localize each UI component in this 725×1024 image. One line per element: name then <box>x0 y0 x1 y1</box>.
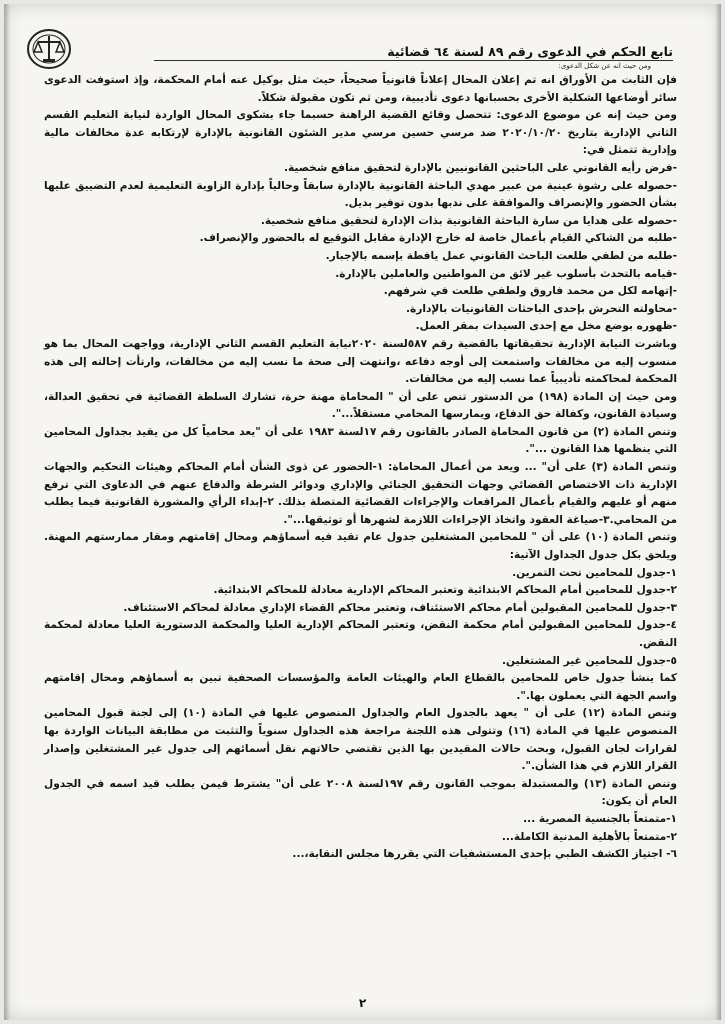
judgment-body <box>44 72 677 864</box>
paragraph: فإن الثابت من الأوراق انه تم إعلان المحال إعلاناً قانونياً صحيحاً، حيث مثل بوكيل عنه أمام المحكمة، وإذ استوفت الدعوى سائر أوضاعها الشكلية الأخرى بحسبانها دعوى تأديبية، ومن ثم تكون مقبولة شكلاً. <box>44 74 677 104</box>
list-item: -حصوله على رشوة عينية من عبير مهدي الباحثة القانونية بالإدارة سابقاً وحالياً بإدارة الزاوية التعليمية لعدم التضييق عليها بشأن الحضور والإنصراف والموافقة على ندبها بدون توفير بديل. <box>44 179 677 210</box>
list-item: -حصوله على هدايا من سارة الباحثة القانونية بذات الإدارة لتحقيق منافع شخصية. <box>260 214 677 227</box>
list-item: ٤-جدول للمحامين المقبولين أمام محكمة النقض، وتعتبر المحاكم الإدارية العليا والمحكمة الدستورية العليا معادلة لمحكمة النقض. <box>44 619 677 649</box>
list-item: ٦- اجتياز الكشف الطبي بإحدى المستشفيات التي يقررها مجلس النقابة،... <box>292 848 677 861</box>
list-item: ١-متمتعاً بالجنسية المصرية ... <box>523 812 677 825</box>
list-item: ٣-جدول للمحامين المقبولين أمام محاكم الاستئناف، وتعتبر محاكم القضاء الإداري معادلة لمحاكم الاستئناف. <box>123 601 677 614</box>
list-item: -محاولته التحرش بإحدى الباحثات القانونيات بالإدارة. <box>405 302 677 315</box>
list-item: -قيامه بالتحدث بأسلوب غير لائق من المواطنين والعاملين بالإدارة. <box>335 267 677 280</box>
paragraph: وباشرت النيابة الإدارية تحقيقاتها بالقضية رقم ٥٨٧لسنة ٢٠٢٠نيابة التعليم القسم الثاني الإدارية، وواجهت المحال بما هو منسوب إليه من مخالفات واستمعت إلى أوجه دفاعه ،وانتهت إلى صحة ما نسب إليه من مخالفات، وارتأت إحالته إلى هذه المحكمة لمحاكمته تأديبياً عما نسب إليه من مخالفات. <box>44 337 677 386</box>
list-item: -طلبه من الشاكي القيام بأعمال خاصة له خارج الإدارة مقابل التوقيع له بالحضور والإنصراف. <box>199 232 677 245</box>
header-note: ومن حيث انه عن شكل الدعوى: <box>558 62 651 70</box>
document-page <box>4 4 721 1020</box>
bar-association-emblem-icon <box>26 28 72 70</box>
list-item: -طلبه من لطفي طلعت الباحث القانوني عمل يافطة بإسمه بالإجبار. <box>325 249 677 262</box>
paragraph: وتنص المادة (١٣) والمستبدلة بموجب القانون رقم ١٩٧لسنة ٢٠٠٨ على أن" يشترط فيمن يطلب قيد اسمه في الجدول العام أن يكون: <box>44 777 677 808</box>
list-item: ١-جدول للمحامين تحت التمرين. <box>512 566 677 579</box>
document-header: تابع الحكم في الدعوى رقم ٨٩ لسنة ٦٤ قضائية <box>154 44 673 61</box>
paragraph: وتنص المادة (١٠) على أن " للمحامين المشتغلين جدول عام تقيد فيه أسماؤهم ومحال إقامتهم ومقار ممارستهم المهنة. ويلحق بكل جدول الجداول الآتية: <box>44 531 677 562</box>
page-left-shadow <box>4 4 10 1020</box>
list-item: -ظهوره بوضع مخل مع إحدى السيدات بمقر العمل. <box>415 320 677 333</box>
list-item: -فرض رأيه القانوني على الباحثين القانونيين بالإدارة لتحقيق منافع شخصية. <box>283 161 677 174</box>
list-item: ٢-جدول للمحامين أمام المحاكم الابتدائية وتعتبر المحاكم الإدارية معادلة للمحاكم الابتدائية. <box>213 584 677 597</box>
paragraph: وتنص المادة (٣) على أن" ... ويعد من أعمال المحاماة: ١-الحضور عن ذوى الشأن أمام المحاكم وهيئات التحكيم والجهات الإدارية ذات الاختصاص القضائي وجهات التحقيق الجنائي والإداري ودوائر الشرطة والدفاع عنهم في الدعاوى التي ترفع منهم أو عليهم والقيام بأعمال المرافعات والإجراءات القضائية المتصلة بذلك. ٢-إبداء الرأي والمشورة القانونية فيما يطلب من المحامي.٣-صياغة العقود واتخاذ الإجراءات اللازمة لشهرها أو توثيقها...". <box>44 461 678 526</box>
paragraph: ومن حيث إن المادة (١٩٨) من الدستور تنص على أن " المحاماة مهنة حرة، تشارك السلطة القضائية في تحقيق العدالة، وسيادة القانون، وكفالة حق الدفاع، ويمارسها المحامي مستقلاً...". <box>44 390 678 421</box>
page-number: ٢ <box>358 996 367 1010</box>
paragraph: وتنص المادة (١٢) على أن " يعهد بالجدول العام والجداول المنصوص عليها في المادة (١٠) إلى لجنة قبول المحامين المنصوص عليها في المادة (١٦) وتتولى هذه اللجنة مراجعة هذه الجداول سنوياً والتثبت من مطابقة البيانات الواردة بها لقرارات لجان القبول، وبحث حالات المقيدين بها الذين تقتضي حالاتهم نقل أسمائهم إلى جدول غير المشتغلين وإصدار القرار اللازم في هذا الشأن.". <box>44 707 677 773</box>
paragraph: وتنص المادة (٢) من قانون المحاماة الصادر بالقانون رقم ١٧لسنة ١٩٨٣ على أن "يعد محامياً كل من يقيد بجداول المحامين التي ينظمها هذا القانون ...". <box>44 425 678 456</box>
paragraph: كما ينشأ جدول خاص للمحامين بالقطاع العام والهيئات العامة والمؤسسات الصحفية تبين به أسماؤهم ومحال إقامتهم واسم الجهة التي يعملون بها.". <box>44 672 677 702</box>
list-item: ٥-جدول للمحامين غير المشتغلين. <box>501 654 677 667</box>
list-item: ٢-متمتعاً بالأهلية المدنية الكاملة... <box>501 830 677 843</box>
page-right-shadow <box>715 4 721 1020</box>
list-item: -إتهامه لكل من محمد فاروق ولطفي طلعت في شرفهم. <box>383 285 677 298</box>
paragraph: ومن حيث إنه عن موضوع الدعوى: تتحصل وقائع القضية الراهنة حسبما جاء بشكوى المحال الواردة لنيابة التعليم القسم الثاني الإدارية بتاريخ ٢٠٢٠/١٠/٢٠ ضد مرسي حسين مرسي مدير الشئون القانونية بالإدارة لإرتكابه عدة مخالفات مالية وإدارية تتمثل في: <box>44 109 677 157</box>
